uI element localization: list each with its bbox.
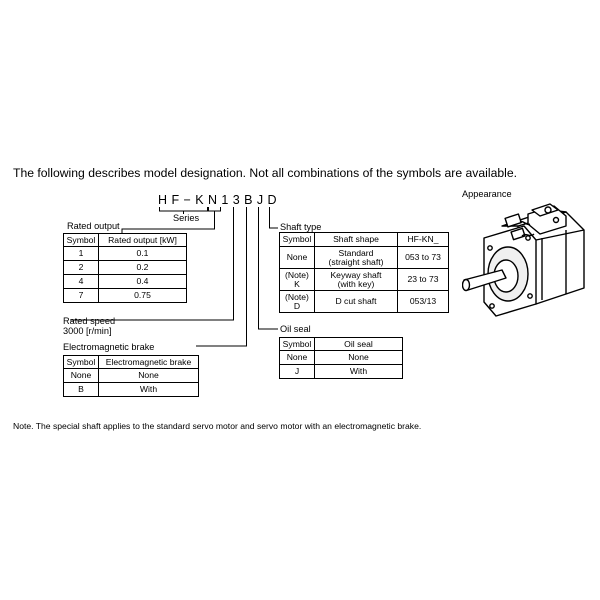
table-cell: 7 (64, 289, 99, 303)
table-cell: J (280, 365, 315, 379)
servo-motor-illustration (462, 196, 594, 328)
table-cell: 23 to 73 (398, 269, 449, 291)
shaft-symbol: K (294, 278, 300, 289)
table-header: Symbol (280, 233, 315, 247)
table-row (64, 247, 187, 261)
table-header: Symbol (64, 356, 99, 369)
shaft-shape-line1: D cut shaft (335, 296, 377, 306)
rated-output-label: Rated output (67, 221, 120, 231)
footnote: Note. The special shaft applies to the standard servo motor and servo motor with an electromagnetic brake. (13, 421, 422, 431)
shaft-symbol: D (293, 300, 301, 311)
table-cell (280, 247, 315, 269)
table-cell: 1 (64, 247, 99, 261)
intro-text: The following describes model designation. Not all combinations of the symbols are available. (13, 166, 518, 180)
table-header: Oil seal (315, 338, 403, 351)
rated-speed-value: 3000 [r/min] (63, 326, 112, 336)
model-char: F (171, 193, 184, 207)
table-cell: 0.1 (99, 247, 187, 261)
shaft-shape-line1: Keyway shaft (330, 269, 382, 280)
shaft-type-label: Shaft type (280, 222, 322, 232)
model-char: J (256, 193, 268, 207)
table-header: Rated output [kW] (99, 234, 187, 247)
table-cell (315, 291, 398, 313)
table-cell: 0.2 (99, 261, 187, 275)
oil-seal-label: Oil seal (280, 324, 311, 334)
table-row (64, 275, 187, 289)
series-label: Series (173, 213, 200, 223)
table-row (280, 269, 449, 291)
table-cell: 0.75 (99, 289, 187, 303)
table-cell (315, 269, 398, 291)
table-header: Electromagnetic brake (99, 356, 199, 369)
table-header: Symbol (280, 338, 315, 351)
model-char: 3 (232, 193, 245, 207)
table-cell: 0.4 (99, 275, 187, 289)
oil-seal-table (279, 337, 403, 379)
model-char: − (183, 193, 196, 207)
table-cell: None (315, 351, 403, 365)
table-row (64, 289, 187, 303)
table-cell: With (99, 383, 199, 397)
table-row (64, 261, 187, 275)
table-cell: B (64, 383, 99, 397)
model-char: 1 (221, 193, 233, 207)
appearance-label: Appearance (462, 189, 512, 199)
table-cell (315, 247, 398, 269)
table-cell: None (99, 369, 199, 383)
table-cell: 053 to 73 (398, 247, 449, 269)
table-row (280, 291, 449, 313)
table-header: Symbol (64, 234, 99, 247)
rated-speed-label: Rated speed (63, 316, 116, 326)
model-char: D (267, 193, 281, 207)
brake-label: Electromagnetic brake (63, 342, 155, 352)
model-char: K (195, 193, 208, 207)
table-cell (280, 269, 315, 291)
table-row (280, 351, 403, 365)
model-char: B (244, 193, 257, 207)
model-char: H (158, 193, 172, 207)
table-row (64, 369, 199, 383)
table-row (280, 247, 449, 269)
model-char: N (207, 193, 222, 207)
table-cell (280, 291, 315, 313)
shaft-symbol-note: (Note) (285, 269, 309, 280)
brake-table (63, 355, 199, 397)
table-row (280, 365, 403, 379)
shaft-shape-line1: Standard (338, 247, 374, 258)
table-cell: 4 (64, 275, 99, 289)
shaft-type-table (279, 232, 449, 313)
table-cell: With (315, 365, 403, 379)
rated-output-table (63, 233, 187, 303)
table-header: HF-KN_ (398, 233, 449, 247)
table-header: Shaft shape (315, 233, 398, 247)
table-cell: None (280, 351, 315, 365)
shaft-shape-line2: (straight shaft) (328, 256, 384, 267)
shaft-symbol-note: (Note) (285, 291, 309, 302)
shaft-shape-line2: (with key) (337, 278, 375, 289)
table-cell: None (64, 369, 99, 383)
table-row (64, 383, 199, 397)
shaft-symbol: None (286, 252, 308, 262)
table-cell: 053/13 (398, 291, 449, 313)
table-cell: 2 (64, 261, 99, 275)
